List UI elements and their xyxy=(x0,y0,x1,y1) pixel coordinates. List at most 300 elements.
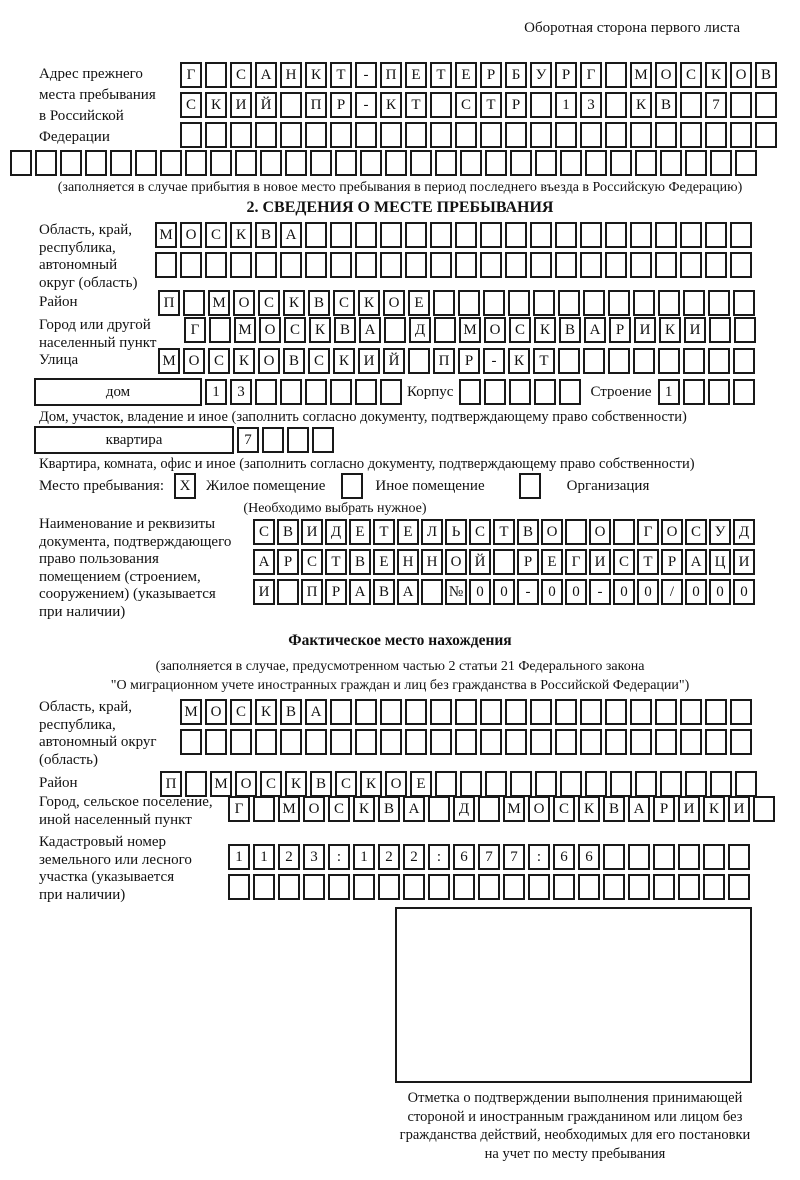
char-cell: Й xyxy=(469,549,491,575)
char-cell xyxy=(653,844,675,870)
char-cell xyxy=(185,150,207,176)
char-cell: И xyxy=(634,317,656,343)
char-cell: Р xyxy=(277,549,299,575)
cadastral-label-line: земельного или лесного xyxy=(39,851,192,868)
char-cell xyxy=(735,771,757,797)
char-cell: С xyxy=(260,771,282,797)
char-cell: П xyxy=(305,92,327,118)
char-cell xyxy=(710,150,732,176)
char-cell xyxy=(485,150,507,176)
char-cell xyxy=(733,290,755,316)
char-cell: М xyxy=(630,62,652,88)
char-cell: С xyxy=(253,519,275,545)
char-cell: 1 xyxy=(205,379,227,405)
char-cell xyxy=(630,122,652,148)
char-cell: : xyxy=(428,844,450,870)
prev-address-row-2 xyxy=(180,92,780,118)
char-cell xyxy=(635,150,657,176)
char-cell xyxy=(535,771,557,797)
char-cell xyxy=(605,122,627,148)
char-cell: - xyxy=(355,92,377,118)
char-cell xyxy=(493,549,515,575)
char-cell: 6 xyxy=(453,844,475,870)
char-cell: 3 xyxy=(580,92,602,118)
char-cell xyxy=(633,290,655,316)
char-cell: О xyxy=(730,62,752,88)
char-cell xyxy=(708,290,730,316)
char-cell: 7 xyxy=(237,427,259,453)
char-cell xyxy=(733,379,755,405)
char-cell: - xyxy=(483,348,505,374)
city-label xyxy=(39,317,156,352)
char-cell xyxy=(435,771,457,797)
char-cell: И xyxy=(728,796,750,822)
char-cell: И xyxy=(301,519,323,545)
char-cell: Т xyxy=(405,92,427,118)
char-cell xyxy=(580,699,602,725)
char-cell xyxy=(530,222,552,248)
char-cell: Г xyxy=(637,519,659,545)
char-cell xyxy=(658,290,680,316)
char-cell xyxy=(353,874,375,900)
char-cell xyxy=(280,92,302,118)
char-cell: О xyxy=(180,222,202,248)
char-cell xyxy=(280,252,302,278)
char-cell xyxy=(430,729,452,755)
char-cell xyxy=(709,317,731,343)
prev-address-label-line: в Российской xyxy=(39,108,124,124)
actual-region-label xyxy=(39,699,157,769)
char-cell xyxy=(528,874,550,900)
char-cell: 0 xyxy=(565,579,587,605)
char-cell xyxy=(460,771,482,797)
char-cell xyxy=(305,252,327,278)
char-cell xyxy=(560,150,582,176)
char-cell: Е xyxy=(405,62,427,88)
char-cell: М xyxy=(155,222,177,248)
actual-region-label-line: Область, край, xyxy=(39,699,133,715)
char-cell: О xyxy=(484,317,506,343)
char-cell xyxy=(610,771,632,797)
char-cell: - xyxy=(517,579,539,605)
char-cell xyxy=(683,348,705,374)
char-cell: С xyxy=(258,290,280,316)
char-cell xyxy=(478,874,500,900)
char-cell xyxy=(380,699,402,725)
usage-document-label-line: право пользования xyxy=(39,551,159,567)
char-cell: Т xyxy=(533,348,555,374)
char-cell xyxy=(628,874,650,900)
actual-city-label-line: Город, сельское поселение, xyxy=(39,794,213,810)
char-cell: И xyxy=(684,317,706,343)
char-cell: 0 xyxy=(637,579,659,605)
usage-document-row-2 xyxy=(253,549,757,575)
char-cell xyxy=(605,222,627,248)
char-cell xyxy=(610,150,632,176)
char-cell xyxy=(728,874,750,900)
char-cell: 2 xyxy=(378,844,400,870)
char-cell: К xyxy=(309,317,331,343)
char-cell xyxy=(734,317,756,343)
char-cell xyxy=(378,874,400,900)
char-cell: В xyxy=(277,519,299,545)
char-cell xyxy=(613,519,635,545)
char-cell xyxy=(205,729,227,755)
char-cell xyxy=(660,150,682,176)
char-cell: П xyxy=(433,348,455,374)
char-cell xyxy=(683,290,705,316)
char-cell xyxy=(380,222,402,248)
char-cell xyxy=(558,348,580,374)
confirmation-stamp-box xyxy=(395,907,752,1083)
char-cell: Г xyxy=(180,62,202,88)
char-cell: Й xyxy=(255,92,277,118)
char-cell xyxy=(305,222,327,248)
char-cell xyxy=(483,290,505,316)
char-cell xyxy=(680,222,702,248)
apartment-label-box xyxy=(34,426,234,454)
char-cell xyxy=(560,771,582,797)
char-cell: 3 xyxy=(230,379,252,405)
usage-document-row-3 xyxy=(253,579,757,605)
city-row xyxy=(184,317,759,343)
char-cell: В xyxy=(559,317,581,343)
char-cell xyxy=(434,317,456,343)
char-cell xyxy=(580,222,602,248)
stay-type-label: Место пребывания: xyxy=(39,477,164,494)
char-cell xyxy=(360,150,382,176)
char-cell: К xyxy=(534,317,556,343)
region-label-line: автономный xyxy=(39,257,118,273)
char-cell: П xyxy=(160,771,182,797)
char-cell: 1 xyxy=(228,844,250,870)
char-cell: Р xyxy=(661,549,683,575)
char-cell xyxy=(728,844,750,870)
char-cell xyxy=(355,699,377,725)
char-cell xyxy=(421,579,443,605)
char-cell: К xyxy=(630,92,652,118)
char-cell: Г xyxy=(228,796,250,822)
stay-type-row xyxy=(39,473,649,499)
confirmation-caption-line: на учет по месту пребывания xyxy=(484,1145,666,1162)
house-label-box xyxy=(34,378,202,406)
char-cell: 0 xyxy=(493,579,515,605)
prev-address-label-line: места пребывания xyxy=(39,87,156,103)
char-cell: О xyxy=(183,348,205,374)
char-cell: М xyxy=(503,796,525,822)
char-cell: Р xyxy=(517,549,539,575)
char-cell xyxy=(605,252,627,278)
char-cell: Р xyxy=(330,92,352,118)
char-cell: А xyxy=(628,796,650,822)
char-cell: В xyxy=(283,348,305,374)
char-cell xyxy=(455,222,477,248)
prev-address-note: (заполняется в случае прибытия в новое место пребывания в период последнего въезда в Российскую Федерацию) xyxy=(57,180,743,195)
actual-region-row-1 xyxy=(180,699,755,725)
char-cell xyxy=(453,874,475,900)
char-cell: 0 xyxy=(541,579,563,605)
char-cell: О xyxy=(528,796,550,822)
char-cell xyxy=(183,290,205,316)
usage-document-label xyxy=(39,516,231,621)
char-cell: Т xyxy=(325,549,347,575)
confirmation-caption-line: Отметка о подтверждении выполнения принимающей xyxy=(407,1090,743,1106)
char-cell xyxy=(180,252,202,278)
prev-address-row-4 xyxy=(10,150,760,176)
char-cell xyxy=(583,290,605,316)
stay-type-checkbox-other xyxy=(341,473,363,499)
char-cell xyxy=(705,252,727,278)
char-cell: Д xyxy=(409,317,431,343)
char-cell: А xyxy=(359,317,381,343)
char-cell: С xyxy=(680,62,702,88)
char-cell xyxy=(755,92,777,118)
usage-document-label-line: Наименование и реквизиты xyxy=(39,516,216,532)
char-cell xyxy=(505,729,527,755)
char-cell xyxy=(460,150,482,176)
char-cell: М xyxy=(210,771,232,797)
char-cell xyxy=(305,379,327,405)
char-cell xyxy=(485,771,507,797)
stay-type-checkbox-residential: X xyxy=(174,473,196,499)
char-cell: Р xyxy=(609,317,631,343)
char-cell: 0 xyxy=(733,579,755,605)
char-cell: Г xyxy=(580,62,602,88)
prev-address-label-line: Федерации xyxy=(39,129,110,145)
char-cell: К xyxy=(360,771,382,797)
char-cell xyxy=(730,729,752,755)
char-cell xyxy=(428,796,450,822)
char-cell: Е xyxy=(408,290,430,316)
stroenie-cells xyxy=(658,379,758,405)
char-cell: 7 xyxy=(478,844,500,870)
char-cell xyxy=(330,122,352,148)
char-cell xyxy=(287,427,309,453)
char-cell xyxy=(277,579,299,605)
char-cell: К xyxy=(255,699,277,725)
char-cell: 0 xyxy=(709,579,731,605)
region-label xyxy=(39,222,137,292)
char-cell: С xyxy=(208,348,230,374)
char-cell xyxy=(278,874,300,900)
char-cell xyxy=(630,222,652,248)
char-cell: Ь xyxy=(445,519,467,545)
char-cell: С xyxy=(301,549,323,575)
char-cell xyxy=(730,92,752,118)
char-cell: 6 xyxy=(578,844,600,870)
char-cell: С xyxy=(335,771,357,797)
char-cell xyxy=(660,771,682,797)
char-cell xyxy=(380,122,402,148)
char-cell xyxy=(405,729,427,755)
char-cell: С xyxy=(553,796,575,822)
char-cell xyxy=(678,844,700,870)
char-cell: Д xyxy=(453,796,475,822)
char-cell xyxy=(655,252,677,278)
char-cell xyxy=(312,427,334,453)
char-cell xyxy=(260,150,282,176)
char-cell xyxy=(685,771,707,797)
char-cell xyxy=(680,699,702,725)
char-cell xyxy=(205,62,227,88)
char-cell xyxy=(280,729,302,755)
actual-region-label-line: автономный округ xyxy=(39,734,157,750)
char-cell xyxy=(228,874,250,900)
char-cell xyxy=(458,290,480,316)
section2-title: 2. СВЕДЕНИЯ О МЕСТЕ ПРЕБЫВАНИЯ xyxy=(246,199,554,216)
char-cell xyxy=(380,379,402,405)
char-cell xyxy=(235,150,257,176)
char-cell xyxy=(405,122,427,148)
char-cell: - xyxy=(589,579,611,605)
char-cell xyxy=(703,874,725,900)
char-cell xyxy=(530,699,552,725)
char-cell: С xyxy=(230,699,252,725)
char-cell xyxy=(680,252,702,278)
char-cell: У xyxy=(530,62,552,88)
char-cell: А xyxy=(685,549,707,575)
char-cell xyxy=(755,122,777,148)
char-cell xyxy=(628,844,650,870)
usage-document-label-line: документа, подтверждающего xyxy=(39,533,232,550)
char-cell: И xyxy=(678,796,700,822)
char-cell: К xyxy=(659,317,681,343)
char-cell: О xyxy=(445,549,467,575)
stay-type-checkbox-organization xyxy=(519,473,541,499)
char-cell xyxy=(558,290,580,316)
char-cell: А xyxy=(584,317,606,343)
char-cell: : xyxy=(528,844,550,870)
region-row-1 xyxy=(155,222,755,248)
char-cell: Б xyxy=(505,62,527,88)
char-cell xyxy=(355,379,377,405)
char-cell: М xyxy=(234,317,256,343)
char-cell: О xyxy=(589,519,611,545)
char-cell: Й xyxy=(383,348,405,374)
actual-district-row xyxy=(160,771,760,797)
char-cell xyxy=(430,699,452,725)
char-cell: М xyxy=(158,348,180,374)
house-row xyxy=(34,378,758,406)
char-cell: О xyxy=(655,62,677,88)
char-cell xyxy=(534,379,556,405)
region-label-line: Область, край, xyxy=(39,222,133,238)
char-cell: В xyxy=(308,290,330,316)
char-cell: Т xyxy=(430,62,452,88)
char-cell xyxy=(455,252,477,278)
stay-type-option-other-label: Иное помещение xyxy=(375,477,485,494)
char-cell xyxy=(683,379,705,405)
char-cell xyxy=(678,874,700,900)
char-cell xyxy=(553,874,575,900)
char-cell: П xyxy=(158,290,180,316)
char-cell xyxy=(510,771,532,797)
char-cell: В xyxy=(280,699,302,725)
char-cell: 2 xyxy=(403,844,425,870)
char-cell xyxy=(35,150,57,176)
char-cell xyxy=(685,150,707,176)
char-cell: В xyxy=(517,519,539,545)
char-cell: В xyxy=(603,796,625,822)
char-cell: А xyxy=(349,579,371,605)
char-cell: 0 xyxy=(685,579,707,605)
char-cell xyxy=(355,252,377,278)
char-cell: Т xyxy=(480,92,502,118)
char-cell: К xyxy=(358,290,380,316)
char-cell: К xyxy=(285,771,307,797)
char-cell: 1 xyxy=(353,844,375,870)
char-cell: 6 xyxy=(553,844,575,870)
char-cell xyxy=(705,122,727,148)
char-cell xyxy=(603,844,625,870)
char-cell: М xyxy=(459,317,481,343)
char-cell xyxy=(653,874,675,900)
char-cell xyxy=(330,729,352,755)
char-cell: В xyxy=(373,579,395,605)
char-cell xyxy=(730,122,752,148)
char-cell xyxy=(605,62,627,88)
char-cell: С xyxy=(685,519,707,545)
char-cell xyxy=(280,379,302,405)
page-side-note: Оборотная сторона первого листа xyxy=(524,20,740,36)
house-label: дом xyxy=(105,383,131,400)
char-cell xyxy=(385,150,407,176)
char-cell: С xyxy=(509,317,531,343)
char-cell xyxy=(480,222,502,248)
char-cell xyxy=(753,796,775,822)
char-cell xyxy=(230,729,252,755)
char-cell xyxy=(480,122,502,148)
char-cell xyxy=(555,122,577,148)
char-cell xyxy=(255,729,277,755)
char-cell xyxy=(305,729,327,755)
char-cell: К xyxy=(705,62,727,88)
char-cell: 7 xyxy=(705,92,727,118)
char-cell xyxy=(405,252,427,278)
char-cell xyxy=(508,290,530,316)
char-cell xyxy=(205,252,227,278)
confirmation-caption xyxy=(350,1089,800,1163)
char-cell xyxy=(60,150,82,176)
cadastral-row-2 xyxy=(228,874,753,900)
char-cell xyxy=(585,150,607,176)
char-cell: Н xyxy=(421,549,443,575)
char-cell xyxy=(85,150,107,176)
char-cell xyxy=(180,729,202,755)
char-cell: В xyxy=(349,549,371,575)
char-cell xyxy=(310,150,332,176)
korpus-cells xyxy=(459,379,584,405)
char-cell: С xyxy=(455,92,477,118)
char-cell: Р xyxy=(458,348,480,374)
char-cell xyxy=(428,874,450,900)
char-cell: Р xyxy=(555,62,577,88)
char-cell: Р xyxy=(325,579,347,605)
prev-address-label-line: Адрес прежнего xyxy=(39,66,143,82)
char-cell xyxy=(535,150,557,176)
char-cell xyxy=(530,252,552,278)
char-cell: М xyxy=(278,796,300,822)
char-cell: 1 xyxy=(555,92,577,118)
char-cell: Р xyxy=(480,62,502,88)
char-cell xyxy=(530,92,552,118)
char-cell xyxy=(509,379,531,405)
char-cell: К xyxy=(578,796,600,822)
char-cell: О xyxy=(259,317,281,343)
char-cell xyxy=(253,796,275,822)
char-cell xyxy=(555,252,577,278)
char-cell xyxy=(433,290,455,316)
